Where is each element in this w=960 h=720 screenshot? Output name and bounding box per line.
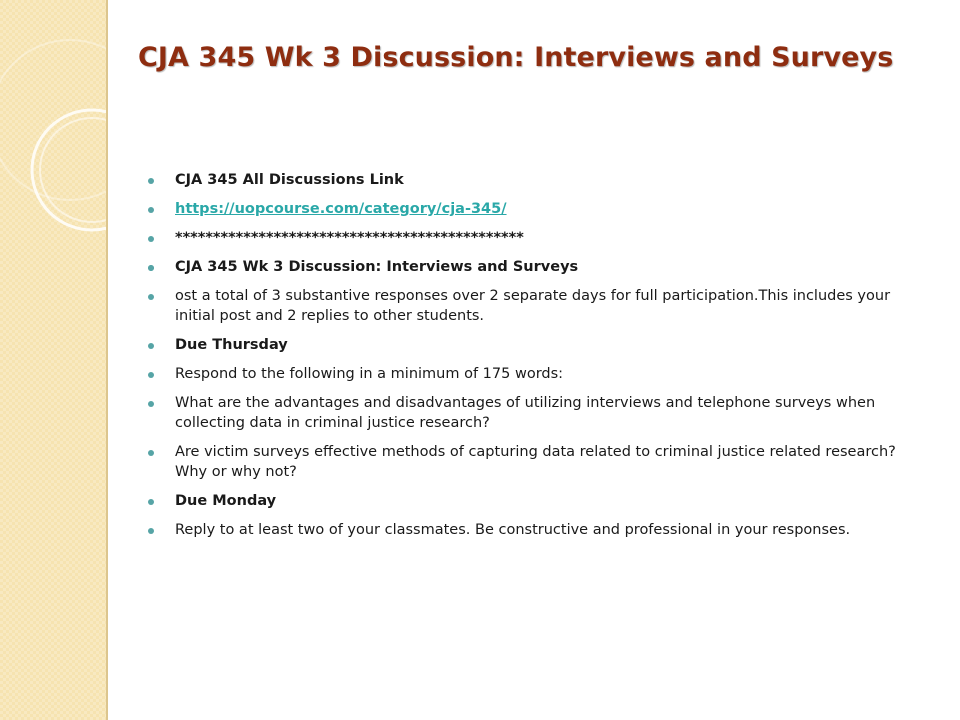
participation-instructions: ost a total of 3 substantive responses over 2 separate days for full participation.This includes your initial post and 2 replies to other students. — [175, 288, 891, 324]
bullet-icon — [148, 265, 154, 271]
list-item — [148, 335, 904, 355]
bullet-icon — [148, 294, 154, 300]
decorative-side-panel — [0, 0, 108, 720]
question-one: What are the advantages and disadvantages of utilizing interviews and telephone surveys when collecting data in criminal justice research? — [175, 395, 876, 431]
bullet-icon — [148, 343, 154, 349]
bullet-icon — [148, 450, 154, 456]
word-requirement: Respond to the following in a minimum of 175 words: — [175, 366, 564, 382]
question-two: Are victim surveys effective methods of capturing data related to criminal justice related research? Why or why not? — [175, 444, 896, 480]
separator-asterisks: ********************************************** — [175, 230, 524, 246]
list-item — [148, 520, 904, 540]
bullet-icon — [148, 528, 154, 534]
list-item — [148, 228, 904, 248]
bullet-list — [148, 170, 904, 549]
list-item — [148, 170, 904, 190]
bullet-icon — [148, 372, 154, 378]
bullet-icon — [148, 207, 154, 213]
bullet-icon — [148, 401, 154, 407]
list-item — [148, 364, 904, 384]
page-title: CJA 345 Wk 3 Discussion: Interviews and Surveys — [138, 42, 894, 73]
reply-instructions: Reply to at least two of your classmates. Be constructive and professional in your responses. — [175, 522, 851, 538]
course-link[interactable]: https://uopcourse.com/category/cja-345/ — [175, 201, 507, 217]
list-item — [148, 442, 904, 482]
list-item — [148, 393, 904, 433]
discussions-link-label: CJA 345 All Discussions Link — [175, 172, 404, 188]
bullet-icon — [148, 499, 154, 505]
list-item — [148, 491, 904, 511]
list-item — [148, 286, 904, 326]
due-monday: Due Monday — [175, 493, 277, 509]
due-thursday: Due Thursday — [175, 337, 288, 353]
list-item — [148, 199, 904, 219]
discussion-heading: CJA 345 Wk 3 Discussion: Interviews and Surveys — [175, 259, 579, 275]
bullet-icon — [148, 236, 154, 242]
decorative-circles — [0, 0, 106, 720]
list-item — [148, 257, 904, 277]
bullet-icon — [148, 178, 154, 184]
